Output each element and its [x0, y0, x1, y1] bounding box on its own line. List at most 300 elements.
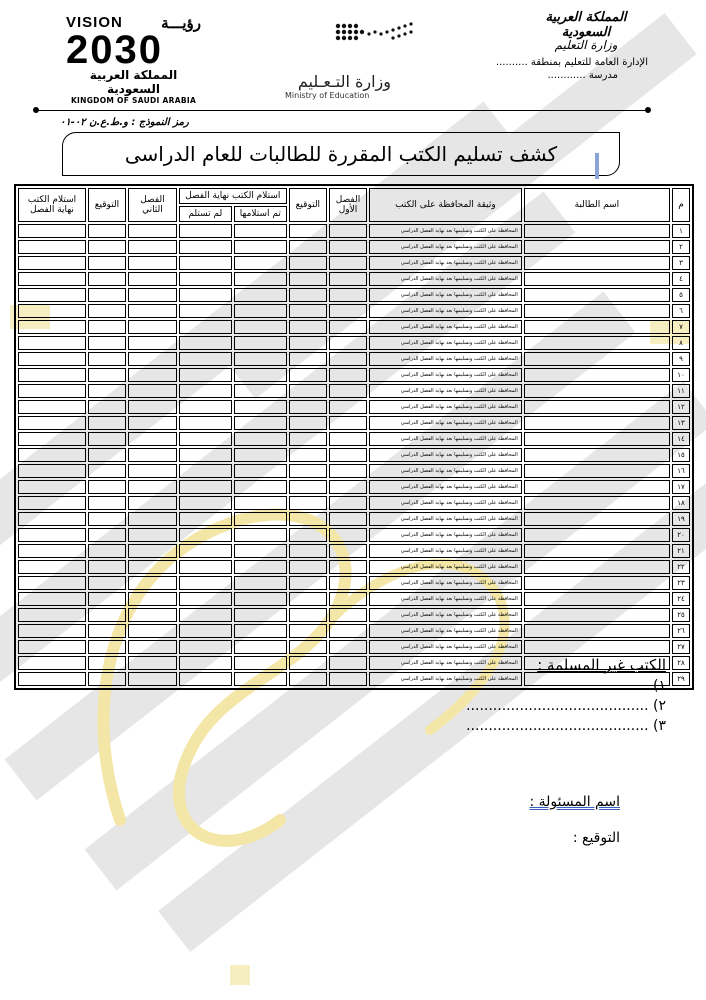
not-received-cell[interactable]	[179, 624, 232, 638]
header-pledge: وثيقة المحافظة على الكتب	[369, 188, 522, 222]
term1-cell[interactable]	[329, 240, 367, 254]
table-row	[18, 480, 690, 494]
sign2-cell[interactable]	[88, 224, 126, 238]
sign1-cell[interactable]	[289, 288, 327, 302]
sign1-cell[interactable]	[289, 416, 327, 430]
received-cell[interactable]	[234, 432, 287, 446]
sign2-cell[interactable]	[88, 416, 126, 430]
table-row	[18, 432, 690, 446]
sign1-cell[interactable]	[289, 608, 327, 622]
pledge-cell: المحافظة على الكتب وتسليمها بعد نهاية الفصل الدراسي	[369, 256, 522, 270]
not-received-cell[interactable]	[179, 528, 232, 542]
sign1-cell[interactable]	[289, 272, 327, 286]
not-received-cell[interactable]	[179, 656, 232, 670]
term2-cell[interactable]	[128, 320, 177, 334]
pledge-cell: المحافظة على الكتب وتسليمها بعد نهاية الفصل الدراسي	[369, 304, 522, 318]
not-received-cell[interactable]	[179, 368, 232, 382]
not-received-cell[interactable]	[179, 224, 232, 238]
sign2-cell[interactable]	[88, 272, 126, 286]
student-name-cell[interactable]	[524, 288, 670, 302]
pledge-cell: المحافظة على الكتب وتسليمها بعد نهاية الفصل الدراسي	[369, 448, 522, 462]
received-cell[interactable]	[234, 368, 287, 382]
end-receipt-cell[interactable]	[18, 496, 86, 510]
sign1-cell[interactable]	[289, 400, 327, 414]
student-name-cell[interactable]	[524, 432, 670, 446]
term2-cell[interactable]	[128, 672, 177, 686]
pledge-cell: المحافظة على الكتب وتسليمها بعد نهاية الفصل الدراسي	[369, 400, 522, 414]
student-name-cell[interactable]	[524, 368, 670, 382]
sign2-cell[interactable]	[88, 624, 126, 638]
received-cell[interactable]	[234, 480, 287, 494]
received-cell[interactable]	[234, 576, 287, 590]
student-name-cell[interactable]	[524, 640, 670, 654]
not-received-cell[interactable]	[179, 592, 232, 606]
student-name-cell[interactable]	[524, 256, 670, 270]
text-cursor	[595, 153, 599, 179]
term2-cell[interactable]	[128, 288, 177, 302]
term1-cell[interactable]	[329, 384, 367, 398]
term2-cell[interactable]	[128, 624, 177, 638]
not-delivered-section	[406, 656, 666, 734]
sign2-cell[interactable]	[88, 608, 126, 622]
end-receipt-cell[interactable]	[18, 576, 86, 590]
sign2-cell[interactable]	[88, 544, 126, 558]
sign2-cell[interactable]	[88, 576, 126, 590]
sign2-cell[interactable]	[88, 672, 126, 686]
end-receipt-cell[interactable]	[18, 224, 86, 238]
num-cell: ٢٤	[672, 592, 690, 606]
pledge-cell: المحافظة على الكتب وتسليمها بعد نهاية الفصل الدراسي	[369, 384, 522, 398]
end-receipt-cell[interactable]	[18, 624, 86, 638]
received-cell[interactable]	[234, 560, 287, 574]
signature-label: التوقيع :	[572, 830, 620, 846]
sign1-cell[interactable]	[289, 320, 327, 334]
sign1-cell[interactable]	[289, 432, 327, 446]
vision-ar: رؤيـــة	[161, 15, 201, 32]
end-receipt-cell[interactable]	[18, 448, 86, 462]
not-received-cell[interactable]	[179, 384, 232, 398]
term1-cell[interactable]	[329, 576, 367, 590]
end-receipt-cell[interactable]	[18, 592, 86, 606]
table-row	[18, 624, 690, 638]
term2-cell[interactable]	[128, 272, 177, 286]
term2-cell[interactable]	[128, 608, 177, 622]
sign2-cell[interactable]	[88, 288, 126, 302]
term1-cell[interactable]	[329, 272, 367, 286]
term2-cell[interactable]	[128, 416, 177, 430]
received-cell[interactable]	[234, 224, 287, 238]
sign2-cell[interactable]	[88, 240, 126, 254]
student-name-cell[interactable]	[524, 448, 670, 462]
sign1-cell[interactable]	[289, 256, 327, 270]
term2-cell[interactable]	[128, 256, 177, 270]
pledge-cell: المحافظة على الكتب وتسليمها بعد نهاية الفصل الدراسي	[369, 656, 522, 670]
end-receipt-cell[interactable]	[18, 528, 86, 542]
table-row	[18, 528, 690, 542]
sign1-cell[interactable]	[289, 576, 327, 590]
num-cell: ٦	[672, 304, 690, 318]
term1-cell[interactable]	[329, 672, 367, 686]
sign1-cell[interactable]	[289, 560, 327, 574]
received-cell[interactable]	[234, 496, 287, 510]
received-cell[interactable]	[234, 384, 287, 398]
term1-cell[interactable]	[329, 288, 367, 302]
end-receipt-cell[interactable]	[18, 544, 86, 558]
sign1-cell[interactable]	[289, 496, 327, 510]
end-receipt-cell[interactable]	[18, 608, 86, 622]
term1-cell[interactable]	[329, 448, 367, 462]
student-name-cell[interactable]	[524, 464, 670, 478]
sign2-cell[interactable]	[88, 336, 126, 350]
not-received-cell[interactable]	[179, 448, 232, 462]
student-name-cell[interactable]	[524, 384, 670, 398]
student-name-cell[interactable]	[524, 560, 670, 574]
term1-cell[interactable]	[329, 496, 367, 510]
received-cell[interactable]	[234, 464, 287, 478]
sign1-cell[interactable]	[289, 384, 327, 398]
received-cell[interactable]	[234, 592, 287, 606]
end-receipt-cell[interactable]	[18, 656, 86, 670]
end-receipt-cell[interactable]	[18, 672, 86, 686]
term1-cell[interactable]	[329, 528, 367, 542]
student-name-cell[interactable]	[524, 352, 670, 366]
student-name-cell[interactable]	[524, 240, 670, 254]
sign2-cell[interactable]	[88, 560, 126, 574]
not-received-cell[interactable]	[179, 352, 232, 366]
table-row	[18, 448, 690, 462]
sign2-cell[interactable]	[88, 592, 126, 606]
end-receipt-cell[interactable]	[18, 512, 86, 526]
term2-cell[interactable]	[128, 384, 177, 398]
signature-field[interactable]	[573, 830, 620, 846]
term1-cell[interactable]	[329, 400, 367, 414]
term1-cell[interactable]	[329, 416, 367, 430]
end-receipt-cell[interactable]	[18, 640, 86, 654]
term2-cell[interactable]	[128, 224, 177, 238]
table-row	[18, 288, 690, 302]
num-cell: ١	[672, 224, 690, 238]
sign2-cell[interactable]	[88, 256, 126, 270]
num-cell: ١١	[672, 384, 690, 398]
sign1-cell[interactable]	[289, 304, 327, 318]
sign1-cell[interactable]	[289, 592, 327, 606]
pledge-cell: المحافظة على الكتب وتسليمها بعد نهاية الفصل الدراسي	[369, 672, 522, 686]
sign2-cell[interactable]	[88, 400, 126, 414]
end-receipt-cell[interactable]	[18, 400, 86, 414]
received-cell[interactable]	[234, 640, 287, 654]
sign1-cell[interactable]	[289, 240, 327, 254]
ministry-calligraphy: وزارة التعليم	[554, 38, 618, 52]
end-receipt-cell[interactable]	[18, 384, 86, 398]
received-cell[interactable]	[234, 288, 287, 302]
table-row	[18, 272, 690, 286]
received-cell[interactable]	[234, 512, 287, 526]
num-cell: ٢١	[672, 544, 690, 558]
term2-cell[interactable]	[128, 304, 177, 318]
sign2-cell[interactable]	[88, 432, 126, 446]
not-delivered-item[interactable]: ٣) .........................................	[466, 718, 666, 734]
pledge-cell: المحافظة على الكتب وتسليمها بعد نهاية الفصل الدراسي	[369, 560, 522, 574]
page-title: كشف تسليم الكتب المقررة للطالبات للعام الدراسى	[124, 142, 558, 166]
term1-cell[interactable]	[329, 640, 367, 654]
received-cell[interactable]	[234, 336, 287, 350]
term1-cell[interactable]	[329, 464, 367, 478]
end-receipt-cell[interactable]	[18, 272, 86, 286]
admin-line: الإدارة العامة للتعليم بمنطقة ..........	[495, 57, 648, 68]
header-num: م	[672, 188, 690, 222]
end-receipt-cell[interactable]	[18, 352, 86, 366]
received-cell[interactable]	[234, 448, 287, 462]
books-table	[14, 184, 694, 690]
not-received-cell[interactable]	[179, 560, 232, 574]
term1-cell[interactable]	[329, 512, 367, 526]
sign1-cell[interactable]	[289, 640, 327, 654]
not-received-cell[interactable]	[179, 496, 232, 510]
responsible-name[interactable]	[529, 794, 620, 810]
not-delivered-item[interactable]: ١) .........................................	[466, 678, 666, 694]
student-name-cell[interactable]	[524, 544, 670, 558]
not-received-cell[interactable]	[179, 240, 232, 254]
student-name-cell[interactable]	[524, 608, 670, 622]
sign1-cell[interactable]	[289, 528, 327, 542]
term1-cell[interactable]	[329, 368, 367, 382]
sign1-cell[interactable]	[289, 624, 327, 638]
not-received-cell[interactable]	[179, 400, 232, 414]
pledge-cell: المحافظة على الكتب وتسليمها بعد نهاية الفصل الدراسي	[369, 368, 522, 382]
table-row	[18, 464, 690, 478]
received-cell[interactable]	[234, 320, 287, 334]
end-receipt-cell[interactable]	[18, 464, 86, 478]
term2-cell[interactable]	[128, 528, 177, 542]
header-receipt-group: استلام الكتب نهاية الفصل	[179, 188, 287, 204]
vision-en: VISION	[66, 14, 123, 31]
pledge-cell: المحافظة على الكتب وتسليمها بعد نهاية الفصل الدراسي	[369, 432, 522, 446]
term1-cell[interactable]	[329, 560, 367, 574]
term1-cell[interactable]	[329, 624, 367, 638]
received-cell[interactable]	[234, 528, 287, 542]
num-cell: ١٤	[672, 432, 690, 446]
term2-cell[interactable]	[128, 592, 177, 606]
table-row	[18, 304, 690, 318]
not-received-cell[interactable]	[179, 512, 232, 526]
table-row	[18, 496, 690, 510]
sign1-cell[interactable]	[289, 352, 327, 366]
received-cell[interactable]	[234, 256, 287, 270]
student-name-cell[interactable]	[524, 416, 670, 430]
sign2-cell[interactable]	[88, 384, 126, 398]
num-cell: ٢٢	[672, 560, 690, 574]
student-name-cell[interactable]	[524, 304, 670, 318]
sign2-cell[interactable]	[88, 656, 126, 670]
term2-cell[interactable]	[128, 496, 177, 510]
not-received-cell[interactable]	[179, 464, 232, 478]
end-receipt-cell[interactable]	[18, 240, 86, 254]
term2-cell[interactable]	[128, 464, 177, 478]
term1-cell[interactable]	[329, 304, 367, 318]
received-cell[interactable]	[234, 544, 287, 558]
sign2-cell[interactable]	[88, 480, 126, 494]
not-delivered-item[interactable]: ٢) .........................................	[466, 698, 666, 714]
term1-cell[interactable]	[329, 544, 367, 558]
ministry-logo	[285, 22, 435, 100]
term1-cell[interactable]	[329, 608, 367, 622]
not-received-cell[interactable]	[179, 640, 232, 654]
not-received-cell[interactable]	[179, 576, 232, 590]
sign1-cell[interactable]	[289, 336, 327, 350]
sign1-cell[interactable]	[289, 544, 327, 558]
end-receipt-cell[interactable]	[18, 432, 86, 446]
sign1-cell[interactable]	[289, 464, 327, 478]
term2-cell[interactable]	[128, 640, 177, 654]
not-received-cell[interactable]	[179, 272, 232, 286]
term1-cell[interactable]	[329, 336, 367, 350]
pledge-cell: المحافظة على الكتب وتسليمها بعد نهاية الفصل الدراسي	[369, 640, 522, 654]
table-row	[18, 320, 690, 334]
sign2-cell[interactable]	[88, 304, 126, 318]
sign2-cell[interactable]	[88, 352, 126, 366]
end-receipt-cell[interactable]	[18, 560, 86, 574]
num-cell: ٨	[672, 336, 690, 350]
term2-cell[interactable]	[128, 560, 177, 574]
not-received-cell[interactable]	[179, 304, 232, 318]
term1-cell[interactable]	[329, 224, 367, 238]
sign2-cell[interactable]	[88, 496, 126, 510]
not-received-cell[interactable]	[179, 672, 232, 686]
term2-cell[interactable]	[128, 512, 177, 526]
not-received-cell[interactable]	[179, 480, 232, 494]
sign1-cell[interactable]	[289, 672, 327, 686]
not-received-cell[interactable]	[179, 336, 232, 350]
not-received-cell[interactable]	[179, 608, 232, 622]
sign1-cell[interactable]	[289, 656, 327, 670]
not-received-cell[interactable]	[179, 432, 232, 446]
term2-cell[interactable]	[128, 432, 177, 446]
term2-cell[interactable]	[128, 448, 177, 462]
received-cell[interactable]	[234, 240, 287, 254]
term2-cell[interactable]	[128, 656, 177, 670]
student-name-cell[interactable]	[524, 576, 670, 590]
sign1-cell[interactable]	[289, 448, 327, 462]
received-cell[interactable]	[234, 400, 287, 414]
received-cell[interactable]	[234, 624, 287, 638]
term1-cell[interactable]	[329, 480, 367, 494]
pledge-cell: المحافظة على الكتب وتسليمها بعد نهاية الفصل الدراسي	[369, 416, 522, 430]
pledge-cell: المحافظة على الكتب وتسليمها بعد نهاية الفصل الدراسي	[369, 288, 522, 302]
term1-cell[interactable]	[329, 352, 367, 366]
pledge-cell: المحافظة على الكتب وتسليمها بعد نهاية الفصل الدراسي	[369, 576, 522, 590]
sign2-cell[interactable]	[88, 368, 126, 382]
received-cell[interactable]	[234, 352, 287, 366]
student-name-cell[interactable]	[524, 320, 670, 334]
sign1-cell[interactable]	[289, 224, 327, 238]
student-name-cell[interactable]	[524, 512, 670, 526]
pledge-cell: المحافظة على الكتب وتسليمها بعد نهاية الفصل الدراسي	[369, 240, 522, 254]
term2-cell[interactable]	[128, 240, 177, 254]
sign1-cell[interactable]	[289, 368, 327, 382]
sign2-cell[interactable]	[88, 464, 126, 478]
term1-cell[interactable]	[329, 256, 367, 270]
received-cell[interactable]	[234, 272, 287, 286]
vision-country-en: KINGDOM OF SAUDI ARABIA	[70, 96, 197, 105]
received-cell[interactable]	[234, 656, 287, 670]
sign2-cell[interactable]	[88, 528, 126, 542]
not-received-cell[interactable]	[179, 544, 232, 558]
table-row	[18, 592, 690, 606]
header-end-receipt: استلام الكتب نهاية الفصل	[18, 188, 86, 222]
student-name-cell[interactable]	[524, 528, 670, 542]
end-receipt-cell[interactable]	[18, 288, 86, 302]
term2-cell[interactable]	[128, 480, 177, 494]
responsible-label: اسم المسئولة :	[529, 794, 620, 810]
pledge-cell: المحافظة على الكتب وتسليمها بعد نهاية الفصل الدراسي	[369, 608, 522, 622]
student-name-cell[interactable]	[524, 272, 670, 286]
term2-cell[interactable]	[128, 368, 177, 382]
received-cell[interactable]	[234, 608, 287, 622]
num-cell: ١٨	[672, 496, 690, 510]
student-name-cell[interactable]	[524, 480, 670, 494]
sign2-cell[interactable]	[88, 640, 126, 654]
student-name-cell[interactable]	[524, 496, 670, 510]
not-received-cell[interactable]	[179, 256, 232, 270]
student-name-cell[interactable]	[524, 624, 670, 638]
table-row	[18, 560, 690, 574]
num-cell: ٢٩	[672, 672, 690, 686]
end-receipt-cell[interactable]	[18, 416, 86, 430]
term2-cell[interactable]	[128, 400, 177, 414]
end-receipt-cell[interactable]	[18, 304, 86, 318]
term2-cell[interactable]	[128, 544, 177, 558]
term1-cell[interactable]	[329, 432, 367, 446]
vision-2030-logo	[66, 14, 201, 105]
header-term1: الفصل الأول	[329, 188, 367, 222]
term2-cell[interactable]	[128, 576, 177, 590]
end-receipt-cell[interactable]	[18, 336, 86, 350]
table-row	[18, 512, 690, 526]
not-received-cell[interactable]	[179, 320, 232, 334]
received-cell[interactable]	[234, 416, 287, 430]
student-name-cell[interactable]	[524, 224, 670, 238]
student-name-cell[interactable]	[524, 400, 670, 414]
sign2-cell[interactable]	[88, 448, 126, 462]
sign1-cell[interactable]	[289, 480, 327, 494]
end-receipt-cell[interactable]	[18, 320, 86, 334]
ksa-calligraphy: المملكة العربية السعودية	[545, 10, 627, 40]
not-received-cell[interactable]	[179, 416, 232, 430]
term2-cell[interactable]	[128, 352, 177, 366]
received-cell[interactable]	[234, 672, 287, 686]
student-name-cell[interactable]	[524, 592, 670, 606]
pledge-cell: المحافظة على الكتب وتسليمها بعد نهاية الفصل الدراسي	[369, 528, 522, 542]
end-receipt-cell[interactable]	[18, 256, 86, 270]
header-not-received: لم تستلم	[179, 206, 232, 222]
pledge-cell: المحافظة على الكتب وتسليمها بعد نهاية الفصل الدراسي	[369, 544, 522, 558]
end-receipt-cell[interactable]	[18, 480, 86, 494]
student-name-cell[interactable]	[524, 336, 670, 350]
not-received-cell[interactable]	[179, 288, 232, 302]
header-divider	[36, 110, 648, 111]
sign1-cell[interactable]	[289, 512, 327, 526]
term1-cell[interactable]	[329, 656, 367, 670]
pledge-cell: المحافظة على الكتب وتسليمها بعد نهاية الفصل الدراسي	[369, 480, 522, 494]
term2-cell[interactable]	[128, 336, 177, 350]
num-cell: ١٥	[672, 448, 690, 462]
received-cell[interactable]	[234, 304, 287, 318]
term1-cell[interactable]	[329, 320, 367, 334]
sign2-cell[interactable]	[88, 512, 126, 526]
end-receipt-cell[interactable]	[18, 368, 86, 382]
sign2-cell[interactable]	[88, 320, 126, 334]
term1-cell[interactable]	[329, 592, 367, 606]
